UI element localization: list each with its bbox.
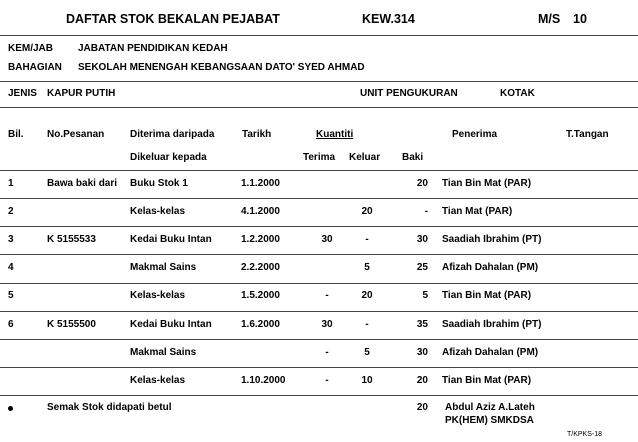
col-keluar: Keluar xyxy=(349,152,381,163)
row-rule xyxy=(0,254,638,255)
cell-pihak: Kedai Buku Intan xyxy=(130,319,212,330)
kemjab-label: KEM/JAB xyxy=(8,43,54,54)
col-dikeluar: Dikeluar kepada xyxy=(130,152,207,163)
cell-pihak: Buku Stok 1 xyxy=(130,178,188,189)
form-title: DAFTAR STOK BEKALAN PEJABAT xyxy=(66,12,280,26)
unit-label: UNIT PENGUKURAN xyxy=(360,88,458,99)
cell-terima: - xyxy=(325,290,329,301)
row-rule xyxy=(0,339,638,340)
cell-keluar: - xyxy=(365,319,369,330)
form-code: KEW.314 xyxy=(362,12,415,26)
cell-tarikh: 4.1.2000 xyxy=(241,206,280,217)
cell-terima: 30 xyxy=(321,234,333,245)
row-rule xyxy=(0,283,638,284)
cell-baki: 25 xyxy=(416,262,428,273)
cell-tarikh: 1.5.2000 xyxy=(241,290,280,301)
doc-code: T/KPKS-18 xyxy=(567,431,603,438)
info-rule xyxy=(0,81,638,82)
row-rule xyxy=(0,226,638,227)
cell-pihak: Kelas-kelas xyxy=(130,206,186,217)
cell-bil: 1 xyxy=(8,178,14,189)
cell-keluar: 10 xyxy=(361,375,373,386)
cell-penerima: Afizah Dahalan (PM) xyxy=(442,262,539,273)
page-number: 10 xyxy=(573,12,587,26)
signer-title: PK(HEM) SMKDSA xyxy=(445,415,534,426)
cell-penerima: Saadiah Ibrahim (PT) xyxy=(442,234,542,245)
cell-bil: 3 xyxy=(8,234,14,245)
cell-tarikh: 1.1.2000 xyxy=(241,178,280,189)
col-penerima: Penerima xyxy=(452,129,498,140)
col-no-pesanan: No.Pesanan xyxy=(47,129,105,140)
cell-baki: 30 xyxy=(416,234,428,245)
cell-terima: 30 xyxy=(321,319,333,330)
cell-pihak: Kelas-kelas xyxy=(130,375,186,386)
col-baki: Baki xyxy=(402,152,424,163)
row-rule xyxy=(0,367,638,368)
col-kuantiti: Kuantiti xyxy=(316,129,354,140)
cell-keluar: 20 xyxy=(361,206,373,217)
bahagian-label: BAHAGIAN xyxy=(8,62,62,73)
cell-pihak: Kedai Buku Intan xyxy=(130,234,212,245)
cell-tarikh: 1.2.2000 xyxy=(241,234,280,245)
bahagian-value: SEKOLAH MENENGAH KEBANGSAAN DATO' SYED AHMAD xyxy=(78,62,365,73)
cell-baki: 5 xyxy=(422,290,428,301)
cell-penerima: Saadiah Ibrahim (PT) xyxy=(442,319,542,330)
col-terima: Terima xyxy=(303,152,336,163)
cell-terima: - xyxy=(325,375,329,386)
col-diterima: Diterima daripada xyxy=(130,129,215,140)
cell-terima: - xyxy=(325,347,329,358)
cell-baki: - xyxy=(424,206,428,217)
cell-pihak: Makmal Sains xyxy=(130,262,197,273)
cell-bil: 4 xyxy=(8,262,14,273)
cell-bil: 2 xyxy=(8,206,14,217)
unit-value: KOTAK xyxy=(500,88,535,99)
cell-no: Bawa baki dari xyxy=(47,178,118,189)
cell-bil: 6 xyxy=(8,319,14,330)
cell-no: K 5155500 xyxy=(47,319,96,330)
cell-penerima: Tian Bin Mat (PAR) xyxy=(442,178,532,189)
col-ttangan: T.Tangan xyxy=(566,129,609,140)
row-rule xyxy=(0,198,638,199)
cell-penerima: Tian Bin Mat (PAR) xyxy=(442,290,532,301)
cell-baki: 35 xyxy=(416,319,428,330)
row-rule xyxy=(0,395,638,396)
cell-pihak: Makmal Sains xyxy=(130,347,197,358)
cell-penerima: Tian Bin Mat (PAR) xyxy=(442,375,532,386)
cell-keluar: - xyxy=(365,234,369,245)
cell-penerima: Tian Mat (PAR) xyxy=(442,206,513,217)
footer-note: Semak Stok didapati betul xyxy=(47,402,172,413)
bullet-icon xyxy=(8,406,13,411)
cell-tarikh: 1.6.2000 xyxy=(241,319,280,330)
footer-baki: 20 xyxy=(416,402,428,413)
jenis-label: JENIS xyxy=(8,88,37,99)
cell-keluar: 20 xyxy=(361,290,373,301)
jenis-rule xyxy=(0,107,638,108)
cell-baki: 30 xyxy=(416,347,428,358)
cell-tarikh: 1.10.2000 xyxy=(241,375,286,386)
cell-pihak: Kelas-kelas xyxy=(130,290,186,301)
col-tarikh: Tarikh xyxy=(242,129,272,140)
cell-bil: 5 xyxy=(8,290,14,301)
row-rule xyxy=(0,311,638,312)
cell-keluar: 5 xyxy=(364,347,370,358)
cell-no: K 5155533 xyxy=(47,234,96,245)
cell-baki: 20 xyxy=(416,375,428,386)
signer-name: Abdul Aziz A.Lateh xyxy=(445,402,535,413)
col-bil: Bil. xyxy=(8,129,24,140)
header-bottom-rule xyxy=(0,170,638,171)
page-label: M/S xyxy=(538,12,561,26)
cell-penerima: Afizah Dahalan (PM) xyxy=(442,347,539,358)
jenis-value: KAPUR PUTIH xyxy=(47,88,116,99)
cell-tarikh: 2.2.2000 xyxy=(241,262,280,273)
cell-baki: 20 xyxy=(416,178,428,189)
kemjab-value: JABATAN PENDIDIKAN KEDAH xyxy=(78,43,228,54)
header-rule xyxy=(0,35,638,36)
cell-keluar: 5 xyxy=(364,262,370,273)
